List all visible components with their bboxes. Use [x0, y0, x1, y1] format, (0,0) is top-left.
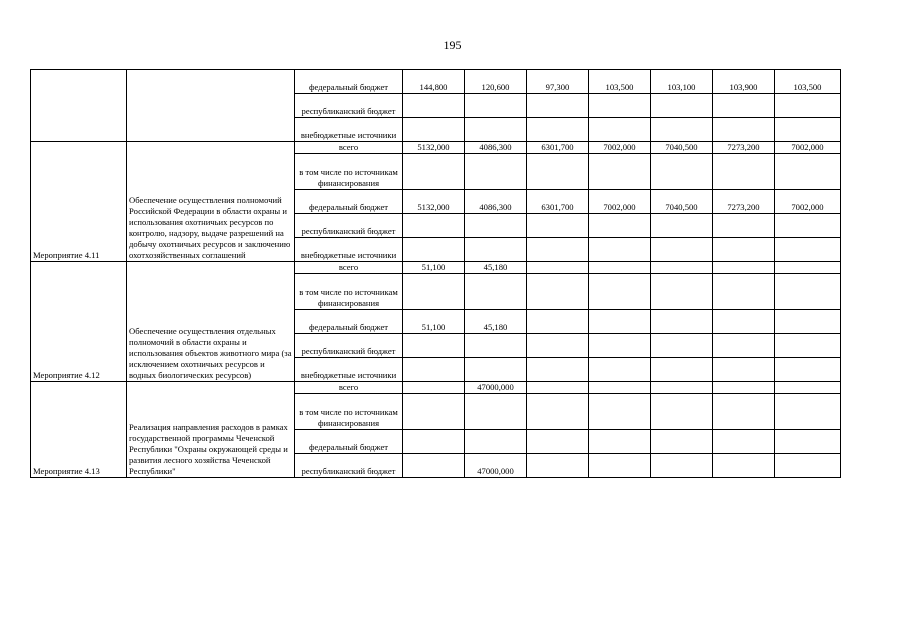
amount-cell — [775, 382, 841, 394]
amount-cell: 5132,000 — [403, 142, 465, 154]
table-row — [31, 382, 841, 394]
amount-cell — [713, 310, 775, 334]
amount-cell — [527, 94, 589, 118]
amount-cell — [775, 118, 841, 142]
measure-description: Обеспечение осуществления отдельных полномочий в области охраны и использования объектов животного мира (за исключением охотничьих ресурсов и водных биологических ресурсов) — [127, 262, 295, 382]
amount-cell — [651, 382, 713, 394]
amount-cell — [589, 214, 651, 238]
amount-cell — [713, 430, 775, 454]
page-number: 195 — [443, 38, 462, 52]
amount-cell — [589, 94, 651, 118]
amount-cell — [527, 262, 589, 274]
funding-source: федеральный бюджет — [295, 70, 403, 94]
amount-cell — [775, 394, 841, 430]
amount-cell — [713, 94, 775, 118]
funding-source: федеральный бюджет — [295, 310, 403, 334]
amount-cell — [403, 454, 465, 478]
amount-cell — [465, 154, 527, 190]
table-row — [31, 142, 841, 154]
amount-cell — [589, 310, 651, 334]
amount-cell — [713, 382, 775, 394]
amount-cell — [527, 214, 589, 238]
amount-cell: 120,600 — [465, 70, 527, 94]
amount-cell — [589, 394, 651, 430]
table-row — [31, 70, 841, 94]
amount-cell: 7002,000 — [775, 142, 841, 154]
amount-cell — [651, 454, 713, 478]
funding-source: внебюджетные источники — [295, 358, 403, 382]
amount-cell — [651, 394, 713, 430]
funding-source: всего — [295, 262, 403, 274]
amount-cell — [403, 334, 465, 358]
amount-cell: 7273,200 — [713, 142, 775, 154]
amount-cell — [527, 238, 589, 262]
amount-cell — [713, 454, 775, 478]
amount-cell — [589, 238, 651, 262]
measure-code: Мероприятие 4.13 — [31, 382, 127, 478]
amount-cell: 7040,500 — [651, 142, 713, 154]
amount-cell — [713, 394, 775, 430]
amount-cell — [589, 274, 651, 310]
amount-cell — [465, 274, 527, 310]
funding-source: федеральный бюджет — [295, 190, 403, 214]
amount-cell — [527, 274, 589, 310]
amount-cell — [465, 394, 527, 430]
funding-source: республиканский бюджет — [295, 334, 403, 358]
amount-cell — [651, 214, 713, 238]
amount-cell — [403, 118, 465, 142]
funding-table — [30, 69, 841, 478]
amount-cell: 103,900 — [713, 70, 775, 94]
amount-cell — [651, 274, 713, 310]
amount-cell — [713, 358, 775, 382]
amount-cell — [651, 358, 713, 382]
funding-source: в том числе по источникам финансирования — [295, 154, 403, 190]
amount-cell — [465, 358, 527, 382]
amount-cell: 7002,000 — [589, 142, 651, 154]
amount-cell: 97,300 — [527, 70, 589, 94]
amount-cell — [527, 382, 589, 394]
amount-cell — [527, 430, 589, 454]
amount-cell: 47000,000 — [465, 382, 527, 394]
amount-cell — [527, 334, 589, 358]
amount-cell — [527, 454, 589, 478]
amount-cell — [713, 238, 775, 262]
amount-cell — [527, 310, 589, 334]
amount-cell — [589, 334, 651, 358]
amount-cell — [713, 262, 775, 274]
amount-cell — [403, 154, 465, 190]
amount-cell: 103,500 — [589, 70, 651, 94]
amount-cell — [403, 94, 465, 118]
amount-cell: 7002,000 — [775, 190, 841, 214]
amount-cell: 7002,000 — [589, 190, 651, 214]
amount-cell — [775, 310, 841, 334]
measure-description: Обеспечение осуществления полномочий Российской Федерации в области охраны и использования охотничьих ресурсов по контролю, надзору, выдаче разрешений на добычу охотничьих ресурсов и заключению охотхозяйственных соглашений — [127, 142, 295, 262]
amount-cell — [651, 430, 713, 454]
amount-cell: 51,100 — [403, 262, 465, 274]
amount-cell: 45,180 — [465, 310, 527, 334]
measure-description — [127, 70, 295, 142]
amount-cell — [775, 154, 841, 190]
amount-cell — [403, 394, 465, 430]
amount-cell — [527, 394, 589, 430]
measure-description: Реализация направления расходов в рамках государственной программы Чеченской Республики "Охраны окружающей среды и развития лесного хозяйства Чеченской Республики" — [127, 382, 295, 478]
funding-source: республиканский бюджет — [295, 214, 403, 238]
amount-cell: 6301,700 — [527, 190, 589, 214]
amount-cell — [651, 118, 713, 142]
amount-cell — [651, 262, 713, 274]
funding-source: в том числе по источникам финансирования — [295, 394, 403, 430]
amount-cell: 4086,300 — [465, 190, 527, 214]
amount-cell: 103,500 — [775, 70, 841, 94]
amount-cell — [589, 154, 651, 190]
amount-cell — [403, 274, 465, 310]
amount-cell: 5132,000 — [403, 190, 465, 214]
amount-cell — [775, 214, 841, 238]
amount-cell — [465, 118, 527, 142]
funding-source: федеральный бюджет — [295, 430, 403, 454]
amount-cell — [527, 118, 589, 142]
funding-source: республиканский бюджет — [295, 94, 403, 118]
amount-cell — [775, 430, 841, 454]
amount-cell: 45,180 — [465, 262, 527, 274]
amount-cell — [713, 214, 775, 238]
funding-source: внебюджетные источники — [295, 238, 403, 262]
amount-cell — [465, 430, 527, 454]
amount-cell — [775, 274, 841, 310]
amount-cell — [403, 214, 465, 238]
amount-cell — [775, 454, 841, 478]
amount-cell: 51,100 — [403, 310, 465, 334]
amount-cell — [775, 334, 841, 358]
measure-code: Мероприятие 4.12 — [31, 262, 127, 382]
amount-cell — [527, 154, 589, 190]
amount-cell — [651, 154, 713, 190]
amount-cell — [775, 262, 841, 274]
amount-cell — [589, 358, 651, 382]
amount-cell — [465, 94, 527, 118]
amount-cell: 103,100 — [651, 70, 713, 94]
measure-code: Мероприятие 4.11 — [31, 142, 127, 262]
amount-cell — [713, 274, 775, 310]
amount-cell — [713, 334, 775, 358]
amount-cell: 47000,000 — [465, 454, 527, 478]
amount-cell — [589, 262, 651, 274]
amount-cell — [775, 358, 841, 382]
amount-cell — [775, 94, 841, 118]
amount-cell — [651, 310, 713, 334]
funding-source: в том числе по источникам финансирования — [295, 274, 403, 310]
amount-cell — [403, 358, 465, 382]
amount-cell: 7040,500 — [651, 190, 713, 214]
amount-cell — [465, 238, 527, 262]
table-row — [31, 262, 841, 274]
amount-cell: 144,800 — [403, 70, 465, 94]
amount-cell — [589, 382, 651, 394]
amount-cell: 4086,300 — [465, 142, 527, 154]
amount-cell — [465, 214, 527, 238]
funding-source: республиканский бюджет — [295, 454, 403, 478]
amount-cell: 6301,700 — [527, 142, 589, 154]
funding-source: всего — [295, 142, 403, 154]
amount-cell — [403, 382, 465, 394]
amount-cell — [589, 430, 651, 454]
amount-cell — [713, 154, 775, 190]
amount-cell — [403, 238, 465, 262]
amount-cell — [589, 118, 651, 142]
amount-cell — [713, 118, 775, 142]
funding-source: всего — [295, 382, 403, 394]
funding-source: внебюджетные источники — [295, 118, 403, 142]
amount-cell — [651, 334, 713, 358]
amount-cell — [403, 430, 465, 454]
amount-cell — [775, 238, 841, 262]
amount-cell: 7273,200 — [713, 190, 775, 214]
amount-cell — [651, 94, 713, 118]
amount-cell — [465, 334, 527, 358]
amount-cell — [589, 454, 651, 478]
amount-cell — [651, 238, 713, 262]
amount-cell — [527, 358, 589, 382]
measure-code — [31, 70, 127, 142]
